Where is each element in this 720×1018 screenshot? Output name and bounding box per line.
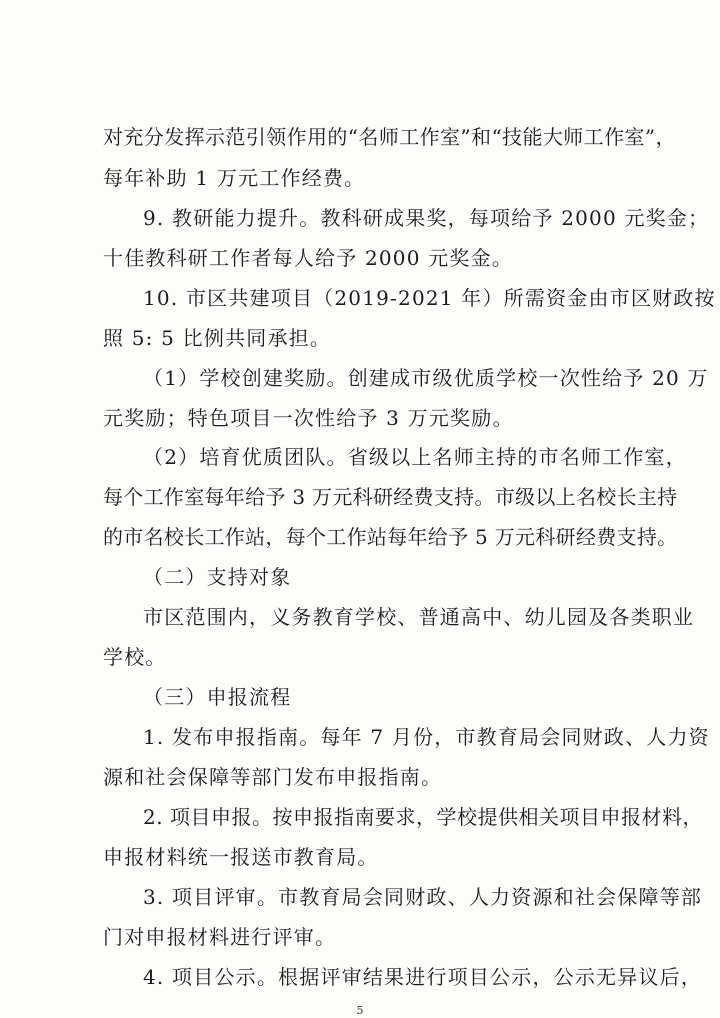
paragraph-line: 每个工作室每年给予 3 万元科研经费支持。市级以上名校长主持 [103, 485, 678, 509]
paragraph-line: 10. 市区共建项目（2019-2021 年）所需资金由市区财政按 [143, 286, 716, 310]
paragraph-line: 4. 项目公示。根据评审结果进行项目公示，公示无异议后， [143, 965, 703, 989]
paragraph-line: 门对申报材料进行评审。 [103, 925, 337, 949]
paragraph-line: 2. 项目申报。按申报指南要求，学校提供相关项目申报材料， [143, 805, 703, 829]
paragraph-line: 1. 发布申报指南。每年 7 月份，市教育局会同财政、人力资 [143, 725, 710, 749]
page-number: 5 [356, 1004, 364, 1017]
paragraph-line: 学校。 [103, 645, 167, 669]
paragraph-line: 申报材料统一报送市教育局。 [103, 845, 379, 869]
section-heading: （三）申报流程 [143, 685, 292, 709]
paragraph-line: 9. 教研能力提升。教科研成果奖，每项给予 2000 元奖金； [143, 206, 710, 230]
paragraph-line: 市区范围内，义务教育学校、普通高中、幼儿园及各类职业 [143, 605, 695, 629]
paragraph-line: （2）培育优质团队。省级以上名师主持的市名师工作室， [143, 445, 687, 469]
paragraph-line: 对充分发挥示范引领作用的“名师工作室”和“技能大师工作室”， [103, 125, 676, 149]
paragraph-line: 3. 项目评审。市教育局会同财政、人力资源和社会保障等部 [143, 885, 703, 909]
paragraph-line: （1）学校创建奖励。创建成市级优质学校一次性给予 20 万 [143, 366, 709, 390]
paragraph-line: 的市名校长工作站，每个工作站每年给予 5 万元科研经费支持。 [103, 525, 678, 549]
section-heading: （二）支持对象 [143, 565, 292, 589]
paragraph-line: 元奖励；特色项目一次性给予 3 万元奖励。 [103, 406, 514, 430]
paragraph-line: 源和社会保障等部门发布申报指南。 [103, 765, 443, 789]
paragraph-line: 照 5: 5 比例共同承担。 [103, 326, 332, 350]
paragraph-line: 每年补助 1 万元工作经费。 [103, 166, 366, 190]
paragraph-line: 十佳教科研工作者每人给予 2000 元奖金。 [103, 246, 514, 270]
